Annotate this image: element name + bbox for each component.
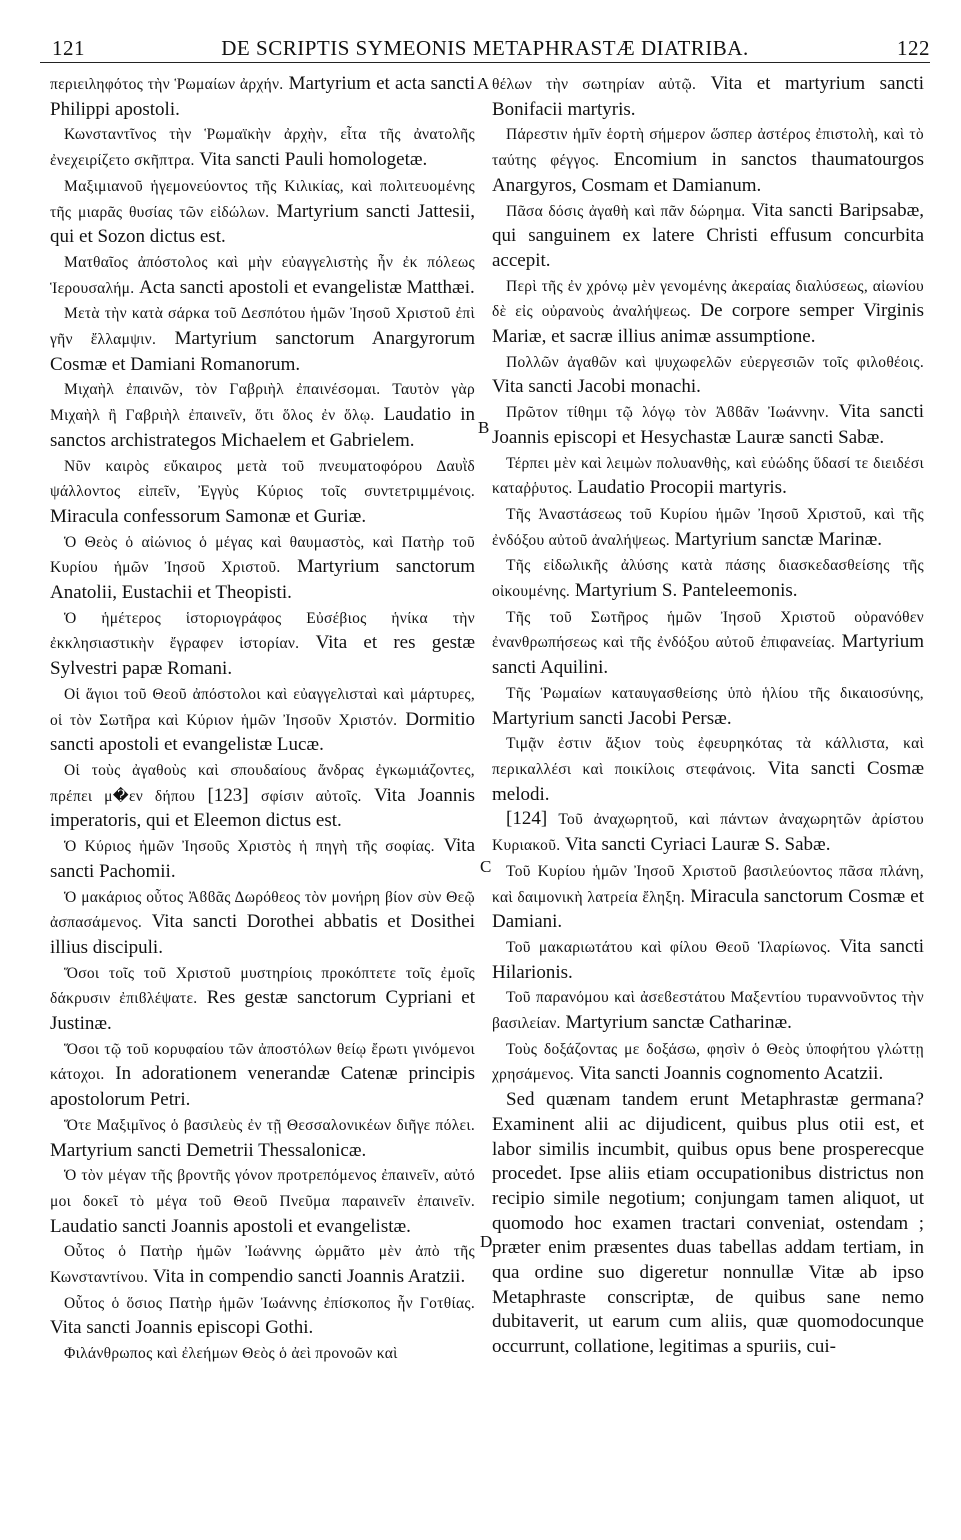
catalog-entry	[50, 122, 475, 173]
latin-title: Martyrium S. Panteleemonis.	[574, 580, 798, 602]
catalog-entry	[492, 935, 924, 985]
latin-title: Laudatio in sanctos archistrategos Michaelem et Gabrielem.	[50, 404, 475, 451]
greek-incipit: Πολλῶν ἀγαθῶν καὶ ψυχωφελῶν εὐεργεσιῶν τοῖς φιλοθέοις.	[506, 353, 924, 371]
latin-title: Vita Joannis imperatoris, qui et Eleemon dictus est.	[50, 784, 475, 832]
latin-title: Vita et res gestæ Sylvestri papæ Romani.	[50, 632, 475, 680]
greek-incipit: Ματθαῖος ἀπόστολος καὶ μὴν εὐαγγελιστὴς ἦν ἐκ πόλεως Ἱερουσαλήμ.	[50, 253, 475, 297]
latin-title: Laudatio sancti Joannis apostoli et evangelistæ.	[50, 1215, 411, 1237]
catalog-entry	[492, 199, 924, 274]
catalog-entry	[492, 350, 924, 400]
catalog-entry	[50, 758, 475, 834]
latin-title: Vita sancti Jacobi monachi.	[492, 376, 701, 398]
greek-incipit: Ὁ Κύριος ἡμῶν Ἰησοῦς Χριστὸς ἡ πηγὴ τῆς σοφίας.	[64, 838, 435, 856]
latin-title: Martyrium sancti Demetrii Thessalonicæ.	[50, 1139, 367, 1161]
latin-title: Miracula confessorum Samonæ et Guriæ.	[50, 505, 367, 527]
greek-incipit: Ὁ τὸν μέγαν τῆς βροντῆς γόνον προτρεπόμενος ἐπαινεῖν, αὐτό μοι δοκεῖ τὸ μέγα τοῦ Θεοῦ Πνεῦμα παραινεῖν ἐπαινεῖν.	[50, 1167, 475, 1210]
latin-title: Vita sancti Cyriaci Lauræ S. Sabæ.	[565, 834, 831, 856]
latin-title: Laudatio Procopii martyris.	[577, 477, 787, 499]
latin-title: Vita in compendio sancti Joannis Aratzii.	[152, 1266, 466, 1288]
catalog-entry	[492, 1088, 924, 1360]
margin-marker-c: C	[480, 857, 492, 876]
greek-incipit: Τοῦ μακαριωτάτου καὶ φίλου Θεοῦ Ἱλαρίωνος.	[506, 938, 831, 956]
catalog-entry	[50, 682, 475, 758]
latin-title: Martyrium sanctæ Marinæ.	[674, 528, 883, 550]
margin-marker-d: D	[480, 1232, 493, 1251]
greek-incipit: Οἱ τοὺς ἀγαθοὺς καὶ σπουδαίους ἄνδρας ἐγκωμιάζοντες, πρέπει μ�εν δήπου	[50, 761, 475, 805]
page-break-marker: [123]	[207, 784, 249, 806]
greek-incipit: Ὁ ἡμέτερος ἱστοριογράφος Εὐσέβιος ἡνίκα τὴν ἐκκλησιαστικὴν ἔγραφεν ἱστορίαν.	[50, 609, 475, 653]
latin-title: Vita et martyrium sancti Bonifacii martyris.	[492, 73, 924, 120]
greek-incipit: Ὅσοι τῷ τοῦ κορυφαίου τῶν ἀποστόλων θείῳ ἔρωτι γινόμενοι κάτοχοι.	[50, 1040, 475, 1084]
greek-incipit: Τοῦ Κυρίου ἡμῶν Ἰησοῦ Χριστοῦ βασιλεύοντος πᾶσα πλάνη, καὶ δαιμονικὴ λατρεία ἔληξη.	[492, 862, 924, 906]
catalog-entry	[50, 250, 475, 301]
catalog-entry	[50, 834, 475, 884]
catalog-entry	[492, 553, 924, 604]
greek-incipit: Ὁ μακάριος οὗτος Ἀϐϐᾶς Δωρόθεος τὸν μονήρη βίον σὺν Θεῷ ἀσπασάμενος.	[50, 888, 475, 932]
greek-incipit: Τοὺς δοξάζοντας με δοξάσω, φησὶν ὁ Θεὸς ὑποφήτου γλώττῃ χρησάμενος.	[492, 1040, 924, 1084]
catalog-entry	[492, 451, 924, 502]
catalog-entry	[492, 72, 924, 122]
catalog-entry	[50, 1239, 475, 1290]
latin-title: Encomium in sanctos thaumatourgos Anargyros, Cosmam et Damianum.	[492, 149, 924, 196]
latin-title: Vita sancti Pauli homologetæ.	[199, 149, 428, 171]
latin-title: Martyrium sancti Aquilini.	[492, 631, 924, 679]
catalog-entry	[492, 859, 924, 935]
latin-title: Miracula sanctorum Cosmæ et Damiani.	[492, 885, 924, 933]
catalog-entry	[492, 605, 924, 681]
latin-title: Sed quænam tandem erunt Metaphrastæ germana? Examinent alii ac dijudicent, quibus plus otii est, et labor similis incumbit, quibus opus bene prosperecque procedet. Ipse aliis etiam occupationibus districtus non recipio simile negotium; conjungam tamen aliquot, ut quomodo hoc examen tractari conveniat, ostendam ; præter enim præsentes duas tabellas addam tertiam, in qua ordine suo digeretur nonnullæ Vitæ ab ipso Metaphraste conscriptæ, de quibus sane nemo dubitaverit, ut earum cum aliis, quæ quomodocunque occurrunt, collatione, legitimas a spuriis, cui-	[492, 1089, 924, 1358]
greek-incipit: Ὅτε Μαξιμῖνος ὁ βασιλεὺς ἐν τῇ Θεσσαλονικέων διῆγε πόλει.	[64, 1116, 475, 1134]
greek-incipit: Τέρπει μὲν καὶ λειμὼν πολυανθὴς, καὶ εὐώδης ὕδασί τε διειδέσι καταῤῥυτος.	[492, 454, 924, 498]
latin-title: Martyrium sanctorum Anargyrorum Cosmæ et Damiani Romanorum.	[50, 328, 475, 375]
running-header	[40, 30, 930, 66]
latin-title: Martyrium sancti Jacobi Persæ.	[492, 707, 732, 729]
latin-title: Martyrium sanctæ Catharinæ.	[565, 1012, 792, 1034]
catalog-entry	[50, 961, 475, 1037]
catalog-entry	[492, 274, 924, 350]
page-number-right: 122	[897, 36, 930, 60]
catalog-entry	[492, 985, 924, 1036]
page-break-marker: [124]	[506, 808, 548, 830]
greek-incipit: Ὅσοι τοῖς τοῦ Χριστοῦ μυστηρίοις προκόπτετε τοῖς ἐμοῖς δάκρυσιν ἐπιϐλέψατε.	[50, 964, 475, 1008]
catalog-entry	[50, 530, 475, 606]
greek-incipit: Νῦν καιρὸς εὔκαιρος μετὰ τοῦ πνευματοφόρου Δαυῒδ ψάλλοντος εἰπεῖν, Ἐγγὺς Κύριος τοῖς συντετριμμένοις.	[50, 457, 475, 501]
catalog-entry	[50, 301, 475, 377]
latin-title: Martyrium sancti Jattesii, qui et Sozon dictus est.	[50, 200, 475, 248]
greek-incipit: Τῆς Ἀναστάσεως τοῦ Κυρίου ἡμῶν Ἰησοῦ Χριστοῦ, καὶ τῆς ἐνδόξου αὐτοῦ ἀναλήψεως.	[492, 505, 924, 549]
catalog-entry	[492, 731, 924, 807]
catalog-entry	[50, 1163, 475, 1239]
running-title: DE SCRIPTIS SYMEONIS METAPHRASTÆ DIATRIBA.	[221, 36, 749, 60]
greek-incipit: Οὗτος ὁ Πατὴρ ἡμῶν Ἰωάννης ὡρμᾶτο μὲν ἀπὸ τῆς Κωνσταντίνου.	[50, 1243, 475, 1287]
greek-incipit: Περὶ τῆς ἐν χρόνῳ μὲν γενομένης ἀκεραίας διαλύσεως, αἰωνίου δὲ εἰς οὐρανοὺς ἀναλήψεως.	[492, 277, 924, 321]
latin-title: Vita sancti Baripsabæ, qui sanguinem ex latere Christi effusum concurbita accepit.	[492, 199, 924, 271]
greek-incipit: Πρῶτον τίθημι τῷ λόγῳ τὸν Ἀϐϐᾶν Ἰωάννην.	[506, 404, 830, 422]
latin-title: Vita sancti Joannis cognomento Acatzii.	[578, 1063, 884, 1085]
greek-incipit: Τοῦ ἀναχωρητοῦ, καὶ πάντων ἀναχωρητῶν ἀρίστου Κυριακοῦ.	[492, 811, 924, 855]
greek-incipit: Τῆς Ῥωμαίων καταυγασθείσης ὑπὸ ἡλίου τῆς δικαιοσύνης,	[506, 684, 924, 702]
latin-title: Acta sancti apostoli et evangelistæ Matthæi.	[139, 276, 475, 298]
catalog-entry	[50, 72, 475, 122]
latin-title: Vita sancti Hilarionis.	[492, 935, 924, 983]
latin-title: Dormitio sancti apostoli et evangelistæ Lucæ.	[50, 708, 475, 756]
margin-marker-b: B	[478, 418, 490, 437]
greek-incipit: Πᾶσα δόσις ἀγαθὴ καὶ πᾶν δώρημα.	[506, 202, 746, 220]
catalog-entry	[50, 174, 475, 250]
margin-marker-a: A	[477, 74, 490, 93]
greek-incipit: Κωνσταντῖνος τὴν Ῥωμαϊκὴν ἀρχὴν, εἶτα τῆς ἀνατολῆς ἐνεχειρίζετο σκῆπτρα.	[50, 126, 475, 170]
latin-title: Vita sancti Dorothei abbatis et Dosithei illius discipuli.	[50, 911, 475, 958]
catalog-entry	[50, 454, 475, 530]
right-column	[492, 72, 924, 1522]
catalog-entry	[50, 1341, 475, 1367]
latin-title: Vita sancti Pachomii.	[50, 835, 475, 882]
greek-incipit: Οὗτος ὁ ὅσιος Πατὴρ ἡμῶν Ἰωάννης ἐπίσκοπος ἦν Γοτθίας.	[64, 1294, 475, 1312]
greek-incipit: Μαξιμιανοῦ ἡγεμονεύοντος τῆς Κιλικίας, καὶ πολιτευομένης τῆς μιαρᾶς θυσίας τῶν εἰδώλων.	[50, 177, 475, 221]
catalog-entry	[50, 606, 475, 682]
latin-title: De corpore semper Virginis Mariæ, et sacræ illius animæ assumptione.	[492, 300, 924, 348]
greek-incipit: Πάρεστιν ἡμῖν ἑορτὴ σήμερον ὥσπερ ἀστέρος ἐπιστολὴ, καὶ τὸ ταύτης φέγγος.	[492, 126, 924, 170]
greek-incipit: Φιλάνθρωπος καὶ ἐλεήμων Θεὸς ὁ ἀεὶ προνοῶν καὶ	[64, 1345, 398, 1363]
catalog-entry	[50, 885, 475, 961]
catalog-entry	[492, 807, 924, 858]
page-number-left: 121	[52, 36, 85, 60]
latin-title: Martyrium sanctorum Anatolii, Eustachii et Theopisti.	[50, 556, 475, 604]
latin-title: Vita sancti Joannis episcopi Gothi.	[50, 1317, 314, 1339]
greek-incipit-continued: σφίσιν αὐτοῖς.	[261, 787, 362, 805]
greek-incipit: Τῆς τοῦ Σωτῆρος ἡμῶν Ἰησοῦ Χριστοῦ οὐρανόθεν ἐνανθρωπήσεως καὶ τῆς ἐνδόξου αὐτοῦ ἐπιφανείας.	[492, 608, 924, 652]
greek-incipit: Τῆς εἰδωλικῆς ἀλύσης κατὰ πάσης διασκεδασθείσης τῆς οἰκουμένης.	[492, 557, 924, 601]
latin-title: Res gestæ sanctorum Cypriani et Justinæ.	[50, 987, 475, 1035]
catalog-entry	[492, 1037, 924, 1088]
catalog-entry	[50, 1291, 475, 1341]
greek-incipit: Μιχαὴλ ἐπαινῶν, τὸν Γαβριὴλ ἐπαινέσομαι. Ταυτὸν γὰρ Μιχαὴλ ἢ Γαβριὴλ ἐπαινεῖν, ὅτι ὅλος ἐν ὅλῳ.	[50, 381, 475, 425]
greek-incipit: περιειληφότος τὴν Ῥωμαίων ἀρχήν.	[50, 76, 284, 93]
catalog-entry	[492, 122, 924, 198]
header-rule	[40, 62, 930, 63]
latin-title: In adorationem venerandæ Catenæ principis apostolorum Petri.	[50, 1063, 475, 1111]
latin-title: Vita sancti Joannis episcopi et Hesychastæ Lauræ sancti Sabæ.	[492, 401, 924, 448]
latin-title: Martyrium et acta sancti Philippi apostoli.	[50, 73, 475, 120]
catalog-entry	[492, 681, 924, 731]
catalog-entry	[50, 377, 475, 453]
greek-incipit: Οἱ ἅγιοι τοῦ Θεοῦ ἀπόστολοι καὶ εὐαγγελισταὶ καὶ μάρτυρες, οἱ τὸν Σωτῆρα καὶ Κύριον ἡμῶν Ἰησοῦν Χριστόν.	[50, 685, 475, 729]
greek-incipit: Τιμᾷν ἐστιν ἄξιον τοὺς ἐφευρηκότας τὰ κάλλιστα, καὶ περικαλλέσι καὶ ποικίλοις στεφάνοις.	[492, 735, 924, 778]
left-column	[50, 72, 475, 1522]
greek-incipit: Τοῦ παρανόμου καὶ ἀσεϐεστάτου Μαξεντίου τυραννοῦντος τὴν βασιλείαν.	[492, 989, 924, 1033]
catalog-entry	[50, 1037, 475, 1113]
greek-incipit: θέλων τὴν σωτηρίαν αὐτῷ.	[492, 76, 697, 93]
greek-incipit: Μετὰ τὴν κατὰ σάρκα τοῦ Δεσπότου ἡμῶν Ἰησοῦ Χριστοῦ ἐπὶ γῆν ἔλλαμψιν.	[50, 305, 475, 349]
catalog-entry	[492, 502, 924, 553]
catalog-entry	[50, 1113, 475, 1163]
catalog-entry	[492, 400, 924, 450]
latin-title: Vita sancti Cosmæ melodi.	[492, 757, 924, 805]
greek-incipit: Ὁ Θεὸς ὁ αἰώνιος ὁ μέγας καὶ θαυμαστὸς, καὶ Πατὴρ τοῦ Κυρίου ἡμῶν Ἰησοῦ Χριστοῦ.	[50, 533, 475, 577]
